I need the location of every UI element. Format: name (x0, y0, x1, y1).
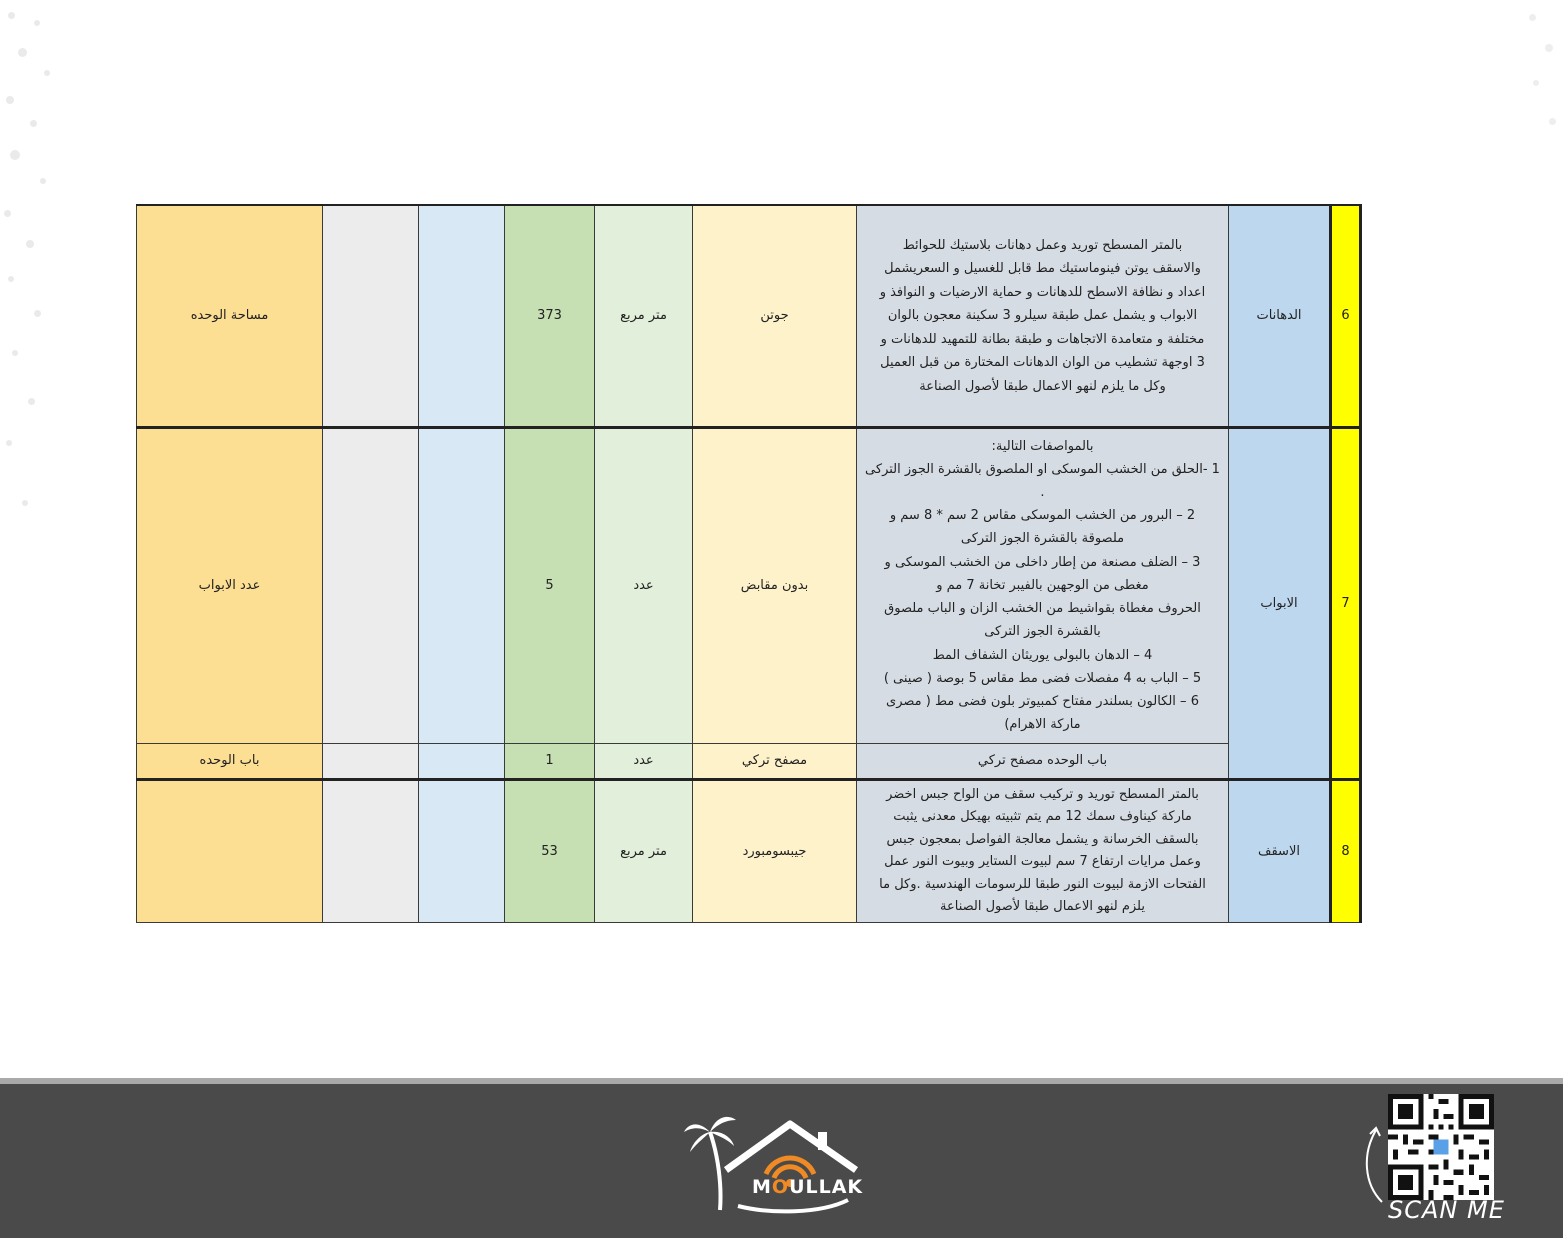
empty-cell (323, 205, 419, 427)
row-number-cell: 6 (1331, 205, 1361, 427)
description-line: بالمواصفات التالية: (991, 438, 1094, 454)
row-number-cell: 7 (1331, 427, 1361, 779)
row-number-cell: 8 (1331, 779, 1361, 922)
description-cell: باب الوحده مصفح تركي (857, 743, 1229, 779)
unit-cell: عدد (595, 743, 693, 779)
description-line: الفتحات الازمة لبيوت النور طبقا للرسومات الهندسية .وكل ما (879, 876, 1206, 892)
description-line: ماركة الاهرام) (1004, 717, 1081, 733)
quantity-cell: 53 (505, 779, 595, 922)
empty-cell (419, 743, 505, 779)
description-line: مغطى من الوجهين بالفيبر تخانة 7 مم و (936, 577, 1149, 593)
description-line: 2 – البرور من الخشب الموسكى مقاس 2 سم * 8 سم و (889, 508, 1196, 524)
description-line: ملصوقة بالقشرة الجوز التركى (960, 531, 1125, 547)
notes-cell: باب الوحده (137, 743, 323, 779)
description-line: 3 اوجهة تشطيب من الوان الدهانات المختارة من قبل العميل (880, 355, 1205, 370)
description-line: 6 – الكالون بسلندر مفتاح كمبيوتر بلون فضى مط ( مصرى (886, 693, 1199, 709)
description-line: وكل ما يلزم لنهو الاعمال طبقا لأصول الصناعة (919, 378, 1166, 394)
table-row (137, 205, 1361, 427)
quantity-cell: 373 (505, 205, 595, 427)
scan-me-label: SCAN ME (1388, 1196, 1505, 1224)
description-line: 4 – الدهان بالبولى يوريثان الشفاف المط (932, 647, 1153, 663)
description-cell (857, 427, 1229, 743)
description-line: ماركة كيناوف سمك 12 مم يتم تثبيته بهيكل معدنى يثبت (893, 809, 1192, 824)
description-line: بالقشرة الجوز التركى (984, 624, 1101, 640)
description-line: مختلفة و متعامدة الاتجاهات و طبقة بطانة للتمهيد للدهانات و (880, 331, 1205, 347)
unit-cell: متر مربع (595, 205, 693, 427)
table-row (137, 779, 1361, 922)
curved-arrow-icon (1360, 1124, 1390, 1204)
brand-cell: جوتن (693, 205, 857, 427)
notes-cell: مساحة الوحده (137, 205, 323, 427)
empty-cell (323, 743, 419, 779)
table-row (137, 743, 1361, 779)
table-row (137, 427, 1361, 743)
quantity-cell: 1 (505, 743, 595, 779)
notes-cell: عدد الابواب (137, 427, 323, 743)
description-line: . (1040, 485, 1045, 501)
qr-code-icon[interactable] (1388, 1094, 1494, 1200)
brand-wordmark: MOULLAK (752, 1176, 864, 1198)
notes-cell (137, 779, 323, 922)
description-line: اعداد و نظافة الاسطح للدهانات و حماية الارضيات و النوافذ و (879, 284, 1206, 300)
description-line: 3 – الضلف مصنعة من إطار داخلى من الخشب الموسكى و (884, 554, 1201, 570)
background-dots-right (1523, 0, 1563, 160)
item-cell: الابواب (1229, 427, 1331, 779)
empty-cell (323, 427, 419, 743)
description-line: 1 -الحلق من الخشب الموسكى او الملصوق بالقشرة الجوز التركى (865, 461, 1220, 477)
description-line: والاسقف يوتن فينوماستيك مط قابل للغسيل و السعريشمل (884, 261, 1201, 276)
item-cell: الاسقف (1229, 779, 1331, 922)
moullak-logo-icon (680, 1110, 880, 1220)
description-line: 5 – الباب به 4 مفصلات فضى مط مقاس 5 بوصة ( صينى ) (883, 670, 1202, 686)
item-cell: الدهانات (1229, 205, 1331, 427)
empty-cell (419, 205, 505, 427)
description-line: وعمل مرايات ارتفاع 7 سم لبيوت الستاير وبيوت النور عمل (884, 854, 1201, 869)
brand-cell: مصفح تركي (693, 743, 857, 779)
background-dots-left (0, 0, 60, 560)
description-cell (857, 779, 1229, 922)
description-line: بالسقف الخرسانة و يشمل معالجة الفواصل بمعجون جبس (886, 831, 1199, 847)
description-line: يلزم لنهو الاعمال طبقا لأصول الصناعة (940, 899, 1145, 914)
description-cell (857, 205, 1229, 427)
quantity-cell: 5 (505, 427, 595, 743)
unit-cell: عدد (595, 427, 693, 743)
description-line: الحروف مغطاة بقواشيط من الخشب الزان و الباب ملصوق (884, 601, 1201, 617)
brand-cell: جيبسومبورد (693, 779, 857, 922)
unit-cell: متر مربع (595, 779, 693, 922)
empty-cell (323, 779, 419, 922)
description-line: بالمتر المسطح توريد وعمل دهانات بلاستيك للحوائط (902, 237, 1183, 253)
description-line: الابواب و يشمل عمل طبقة سيلرو 3 سكينة معجون بالوان (887, 308, 1198, 323)
brand-cell: بدون مقابض (693, 427, 857, 743)
description-line: بالمتر المسطح توريد و تركيب سقف من الواح جبس اخضر (886, 786, 1199, 802)
boq-table (136, 204, 1362, 923)
empty-cell (419, 427, 505, 743)
empty-cell (419, 779, 505, 922)
